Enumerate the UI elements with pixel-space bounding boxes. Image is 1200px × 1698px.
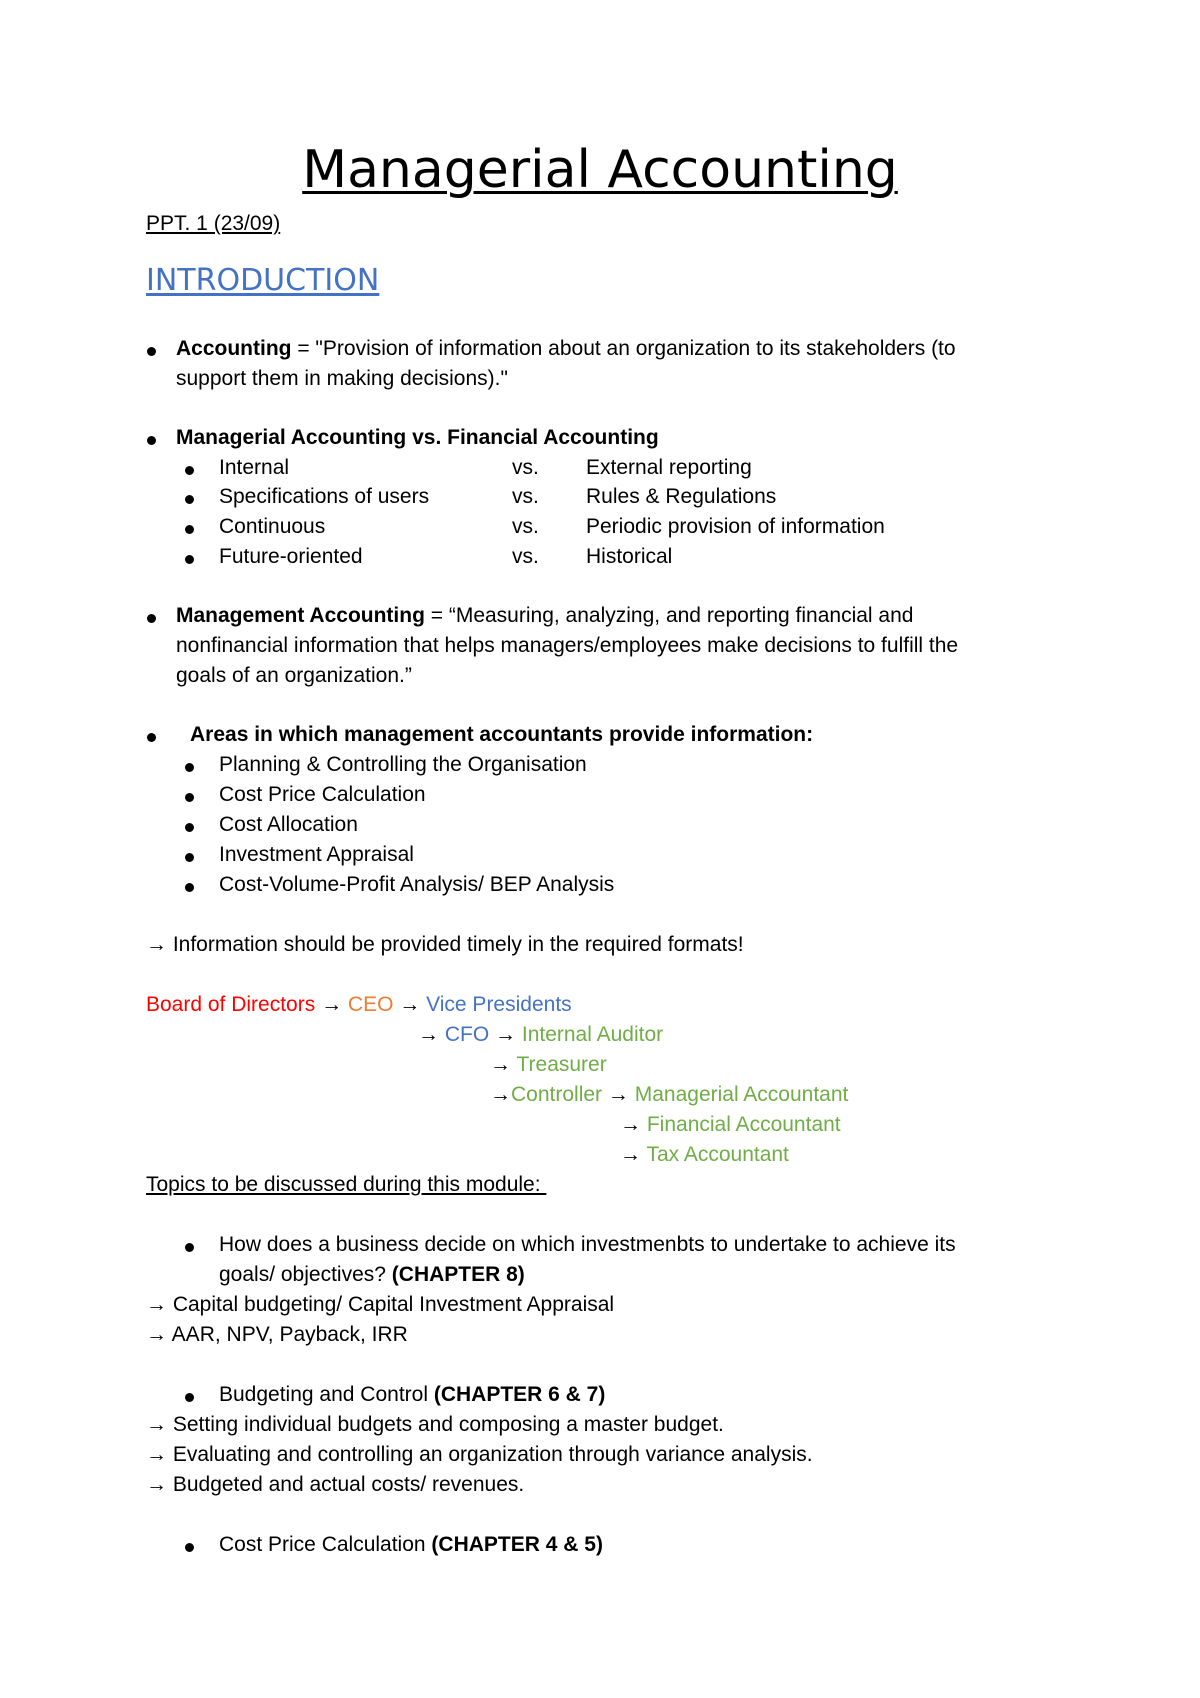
comparison-vs: vs.: [512, 515, 539, 538]
topic-1-chapter: (CHAPTER 8): [391, 1263, 525, 1286]
bullet-icon: [147, 614, 156, 623]
bullet-icon: [185, 853, 194, 862]
areas-item: Cost-Volume-Profit Analysis/ BEP Analysis: [219, 873, 615, 896]
bullet-icon: [185, 763, 194, 772]
org-chart-row-4: [490, 1080, 848, 1110]
arrow-right-icon: →: [399, 993, 421, 1016]
org-treasurer: Treasurer: [516, 1053, 607, 1076]
org-chart-row-5: [620, 1110, 841, 1140]
topic-1-sub2: → AAR, NPV, Payback, IRR: [146, 1323, 408, 1346]
topic-1-line2: [219, 1260, 525, 1290]
term-management-accounting: Management Accounting: [176, 604, 425, 627]
topic-2-text: Budgeting and Control: [219, 1383, 434, 1406]
topic-2-chapter: (CHAPTER 6 & 7): [433, 1383, 606, 1406]
bullet-icon: [185, 1243, 194, 1252]
topic-2-sub1: → Setting individual budgets and composing a master budget.: [146, 1413, 724, 1436]
org-managerial-accountant: Managerial Accountant: [634, 1083, 849, 1106]
comparison-left: Internal: [219, 456, 290, 479]
bullet-icon: [185, 495, 194, 504]
arrow-right-icon: →: [620, 1113, 641, 1136]
comparison-right: Periodic provision of information: [586, 515, 885, 538]
comparison-left: Future-oriented: [219, 545, 363, 568]
bullet-icon: [185, 793, 194, 802]
arrow-right-icon: →: [418, 1023, 439, 1046]
arrow-right-icon: →: [490, 1083, 511, 1106]
comparison-left: Specifications of users: [219, 485, 430, 508]
areas-heading: Areas in which management accountants provide information:: [190, 723, 814, 746]
accounting-def-line1: = "Provision of information about an organization to its stakeholders (to: [291, 337, 956, 360]
areas-item: Cost Price Calculation: [219, 783, 426, 806]
topic-2: [219, 1380, 605, 1410]
management-def-line3: goals of an organization.”: [176, 664, 412, 687]
org-chart-row-2: [418, 1020, 663, 1050]
management-definition: [176, 601, 913, 631]
areas-item: Planning & Controlling the Organisation: [219, 753, 587, 776]
topic-3-text: Cost Price Calculation: [219, 1533, 432, 1556]
org-chart-row-3: [490, 1050, 607, 1080]
bullet-icon: [185, 823, 194, 832]
bullet-icon: [185, 1543, 194, 1552]
bullet-icon: [185, 883, 194, 892]
org-ceo: CEO: [347, 993, 394, 1016]
term-accounting: Accounting: [176, 337, 292, 360]
slide-reference: PPT. 1 (23/09): [146, 212, 281, 235]
topic-3-chapter: (CHAPTER 4 & 5): [431, 1533, 603, 1556]
org-internal-auditor: Internal Auditor: [521, 1023, 664, 1046]
arrow-right-icon: →: [620, 1143, 641, 1166]
topic-1-sub1: → Capital budgeting/ Capital Investment Appraisal: [146, 1293, 615, 1316]
accounting-definition: [176, 334, 956, 364]
comparison-right: External reporting: [586, 456, 752, 479]
org-vice-presidents: Vice Presidents: [426, 993, 572, 1016]
topic-2-sub3: → Budgeted and actual costs/ revenues.: [146, 1473, 525, 1496]
topic-1-question: goals/ objectives?: [219, 1263, 392, 1286]
areas-item: Investment Appraisal: [219, 843, 414, 866]
comparison-left: Continuous: [219, 515, 326, 538]
bullet-icon: [147, 436, 156, 445]
areas-item: Cost Allocation: [219, 813, 358, 836]
arrow-right-icon: →: [490, 1053, 511, 1076]
bullet-icon: [185, 525, 194, 534]
topic-1-line1: How does a business decide on which investmenbts to undertake to achieve its: [219, 1233, 956, 1256]
management-def-line2: nonfinancial information that helps managers/employees make decisions to fulfill the: [176, 634, 959, 657]
org-chart-row-1: [146, 990, 572, 1020]
topics-heading: Topics to be discussed during this module:: [146, 1173, 547, 1196]
comparison-heading: Managerial Accounting vs. Financial Accounting: [176, 426, 659, 449]
comparison-vs: vs.: [512, 456, 539, 479]
bullet-icon: [185, 466, 194, 475]
arrow-right-icon: →: [321, 993, 343, 1016]
section-heading: INTRODUCTION: [146, 263, 380, 298]
org-board: Board of Directors: [146, 993, 316, 1016]
bullet-icon: [147, 347, 156, 356]
page-title: Managerial Accounting: [302, 140, 898, 200]
comparison-vs: vs.: [512, 485, 539, 508]
org-chart-row-6: [620, 1140, 789, 1170]
accounting-def-line2: support them in making decisions).": [176, 367, 508, 390]
management-def-line1: = “Measuring, analyzing, and reporting financial and: [424, 604, 914, 627]
bullet-icon: [185, 1393, 194, 1402]
bullet-icon: [185, 555, 194, 564]
org-controller: Controller: [511, 1083, 603, 1106]
comparison-right: Historical: [586, 545, 673, 568]
org-cfo: CFO: [444, 1023, 490, 1046]
bullet-icon: [147, 733, 156, 742]
topic-2-sub2: → Evaluating and controlling an organization through variance analysis.: [146, 1443, 813, 1466]
timeliness-note: → Information should be provided timely in the required formats!: [146, 933, 744, 956]
topic-3: [219, 1530, 603, 1560]
arrow-right-icon: →: [495, 1023, 517, 1046]
org-tax-accountant: Tax Accountant: [646, 1143, 789, 1166]
org-financial-accountant: Financial Accountant: [646, 1113, 841, 1136]
comparison-vs: vs.: [512, 545, 539, 568]
arrow-right-icon: →: [607, 1083, 629, 1106]
comparison-right: Rules & Regulations: [586, 485, 777, 508]
